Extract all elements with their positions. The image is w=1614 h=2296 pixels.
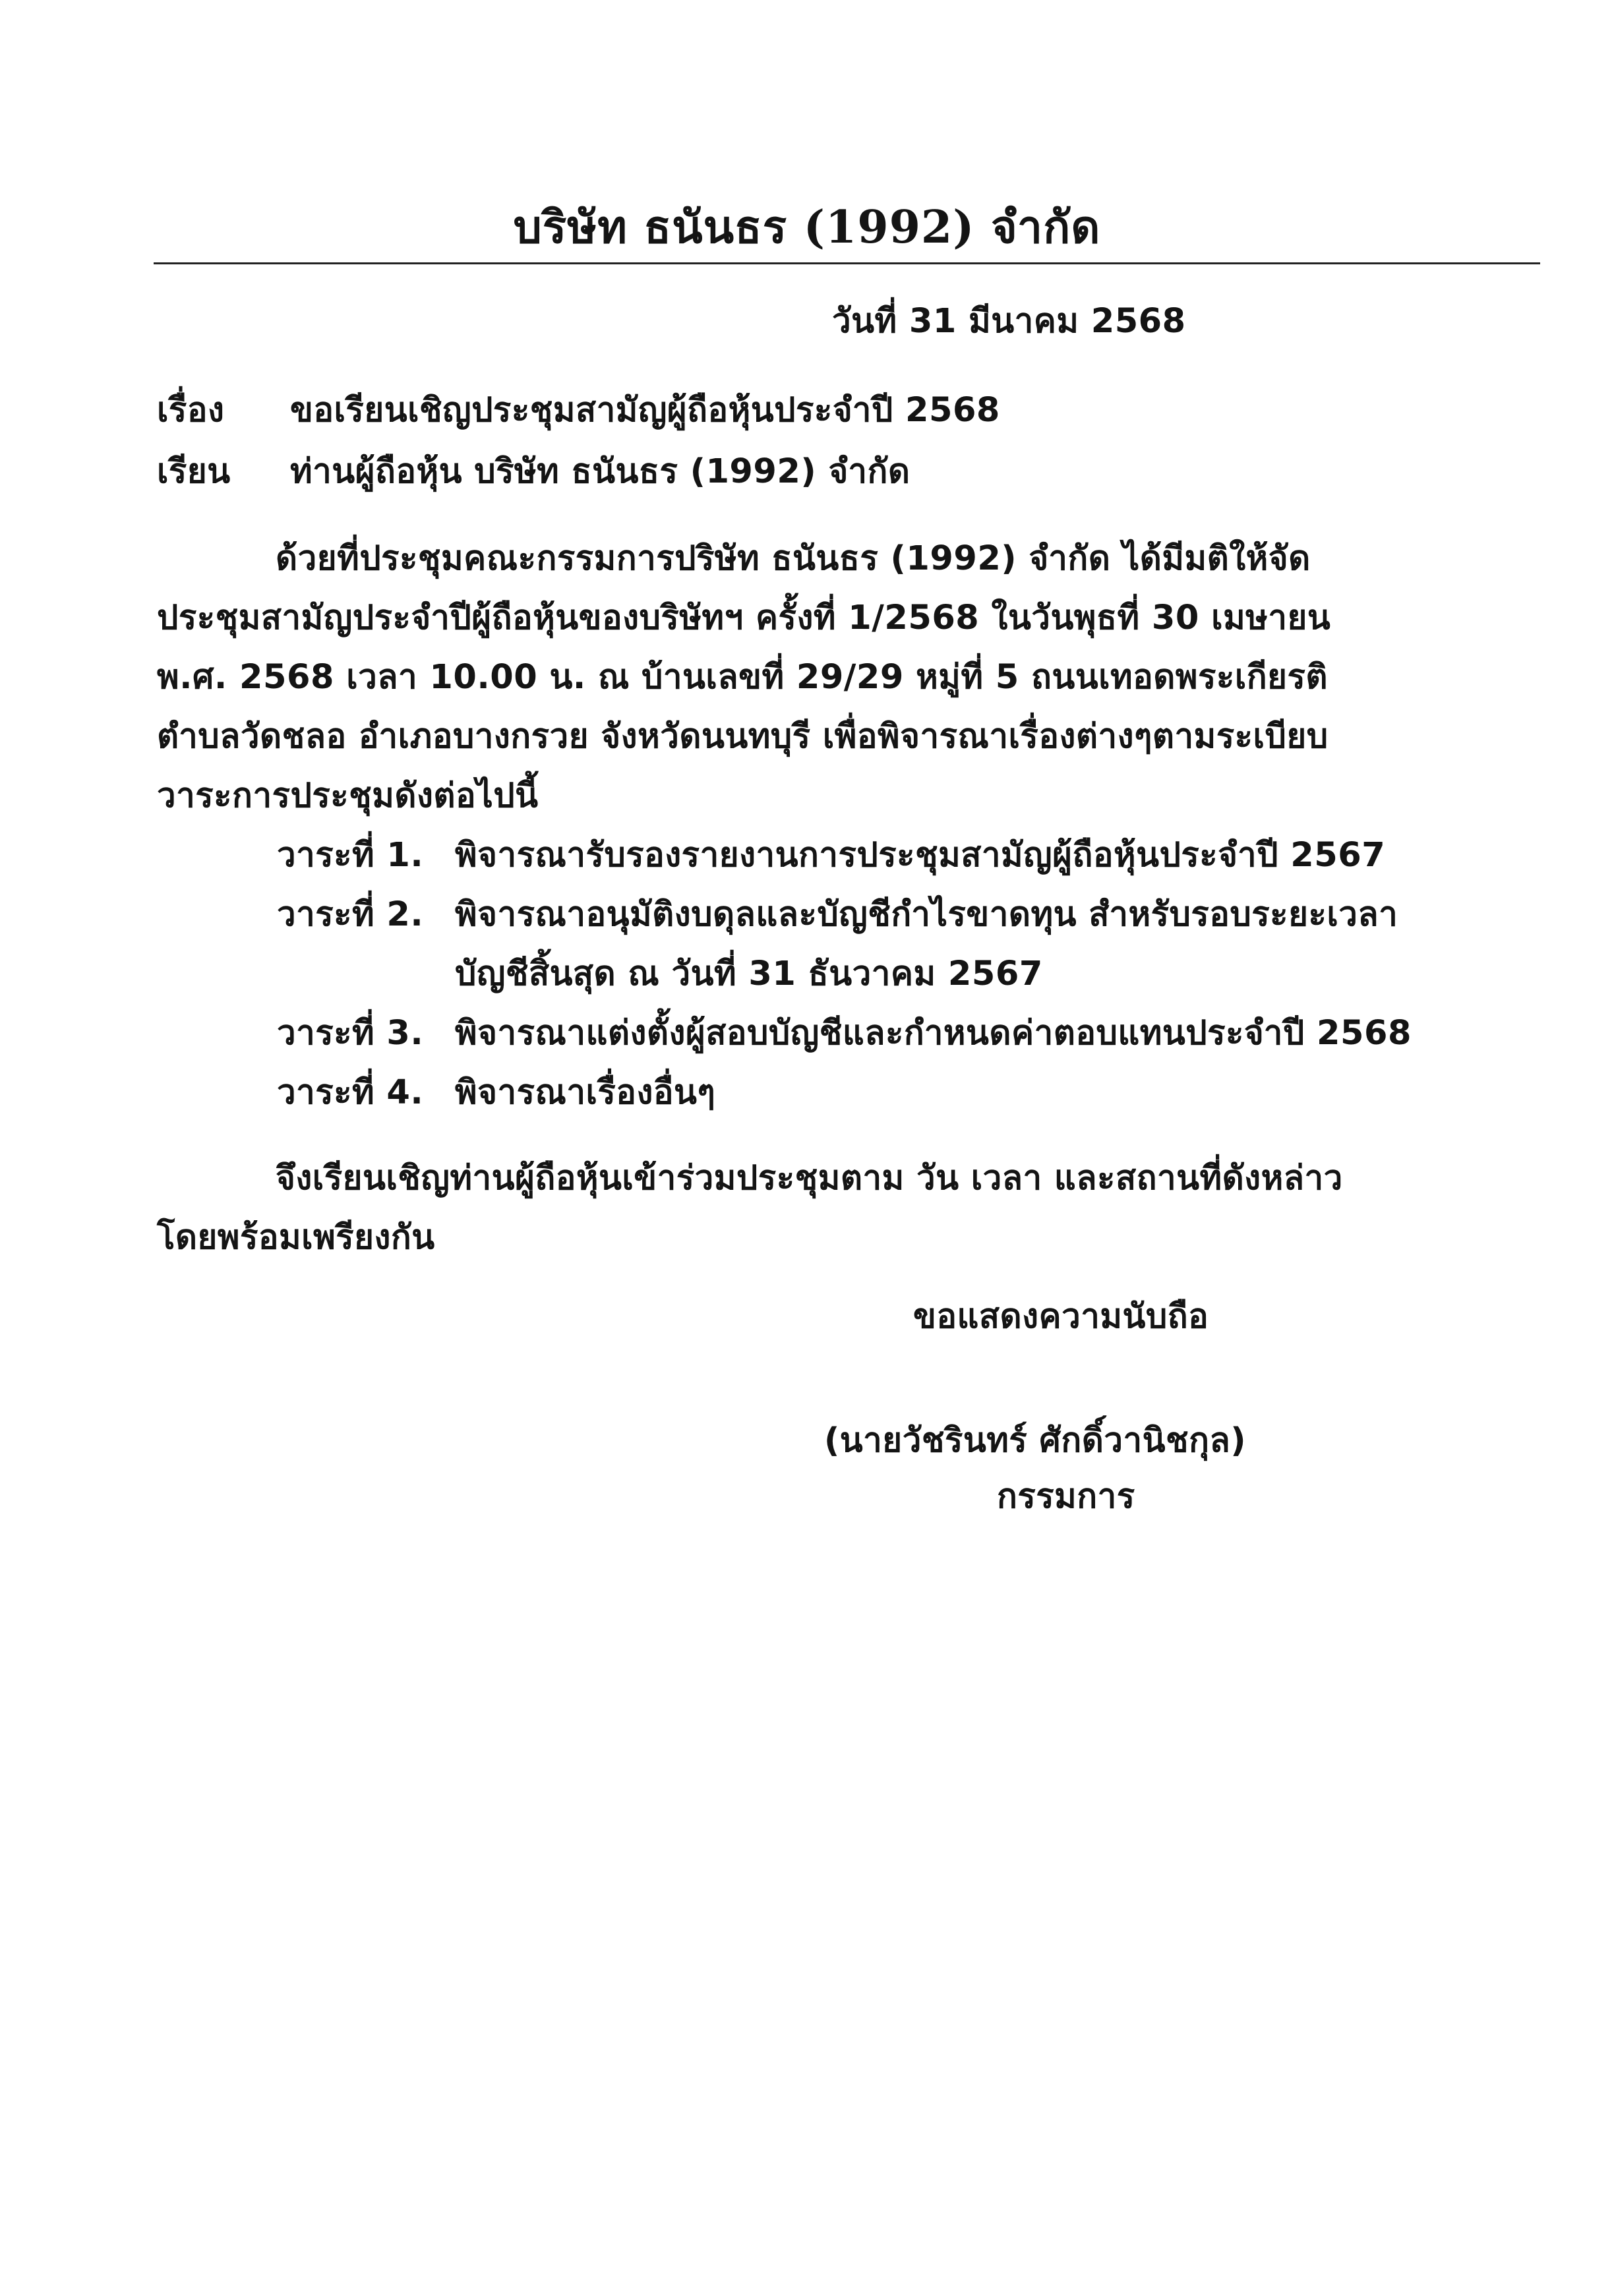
- body-line-5: วาระการประชุมดังต่อไปนี้: [157, 777, 539, 815]
- subject-label: เรื่อง: [157, 391, 225, 430]
- agenda-2-label: วาระที่ 2.: [277, 895, 424, 934]
- closing-line-1: จึงเรียนเชิญท่านผู้ถือหุ้นเข้าร่วมประชุมตาม วัน เวลา และสถานที่ดังหล่าว: [276, 1159, 1343, 1198]
- addressee-label: เรียน: [157, 452, 231, 491]
- body-line-4: ตำบลวัดชลอ อำเภอบางกรวย จังหวัดนนทบุรี เพื่อพิจารณาเรื่องต่างๆตามระเบียบ: [157, 717, 1329, 756]
- company-letterhead-title: บริษัท ธนันธร (1992) จำกัด: [513, 201, 1101, 254]
- signature-closing: ขอแสดงความนับถือ: [913, 1297, 1209, 1336]
- header-divider: [154, 262, 1540, 264]
- addressee-text: ท่านผู้ถือหุ้น บริษัท ธนันธร (1992) จำกัด: [290, 452, 911, 491]
- agenda-1-text: พิจารณารับรองรายงานการประชุมสามัญผู้ถือหุ้นประจำปี 2567: [455, 836, 1386, 875]
- agenda-2-text-line-1: พิจารณาอนุมัติงบดุลและบัญชีกำไรขาดทุน สำหรับรอบระยะเวลา: [455, 895, 1398, 934]
- agenda-4-text: พิจารณาเรื่องอื่นๆ: [455, 1073, 716, 1112]
- letter-date: วันที่ 31 มีนาคม 2568: [832, 302, 1186, 341]
- signatory-position: กรรมการ: [997, 1477, 1135, 1516]
- agenda-1-label: วาระที่ 1.: [277, 836, 424, 875]
- body-line-2: ประชุมสามัญประจำปีผู้ถือหุ้นของบริษัทฯ ครั้งที่ 1/2568 ในวันพุธที่ 30 เมษายน: [157, 599, 1331, 637]
- subject-text: ขอเรียนเชิญประชุมสามัญผู้ถือหุ้นประจำปี 2568: [290, 391, 1000, 430]
- body-line-1: ด้วยที่ประชุมคณะกรรมการปริษัท ธนันธร (1992) จำกัด ได้มีมติให้จัด: [276, 539, 1311, 578]
- signatory-name: (นายวัชรินทร์ ศักดิ์วานิชกุล): [824, 1421, 1247, 1460]
- agenda-3-label: วาระที่ 3.: [277, 1014, 424, 1053]
- agenda-4-label: วาระที่ 4.: [277, 1073, 424, 1112]
- closing-line-2: โดยพร้อมเพรียงกัน: [157, 1218, 435, 1257]
- agenda-2-text-line-2: บัญชีสิ้นสุด ณ วันที่ 31 ธันวาคม 2567: [455, 955, 1043, 993]
- body-line-3: พ.ศ. 2568 เวลา 10.00 น. ณ บ้านเลขที่ 29/29 หมู่ที่ 5 ถนนเทอดพระเกียรติ: [157, 658, 1329, 697]
- agenda-3-text: พิจารณาแต่งตั้งผู้สอบบัญชีและกำหนดค่าตอบแทนประจำปี 2568: [455, 1014, 1412, 1053]
